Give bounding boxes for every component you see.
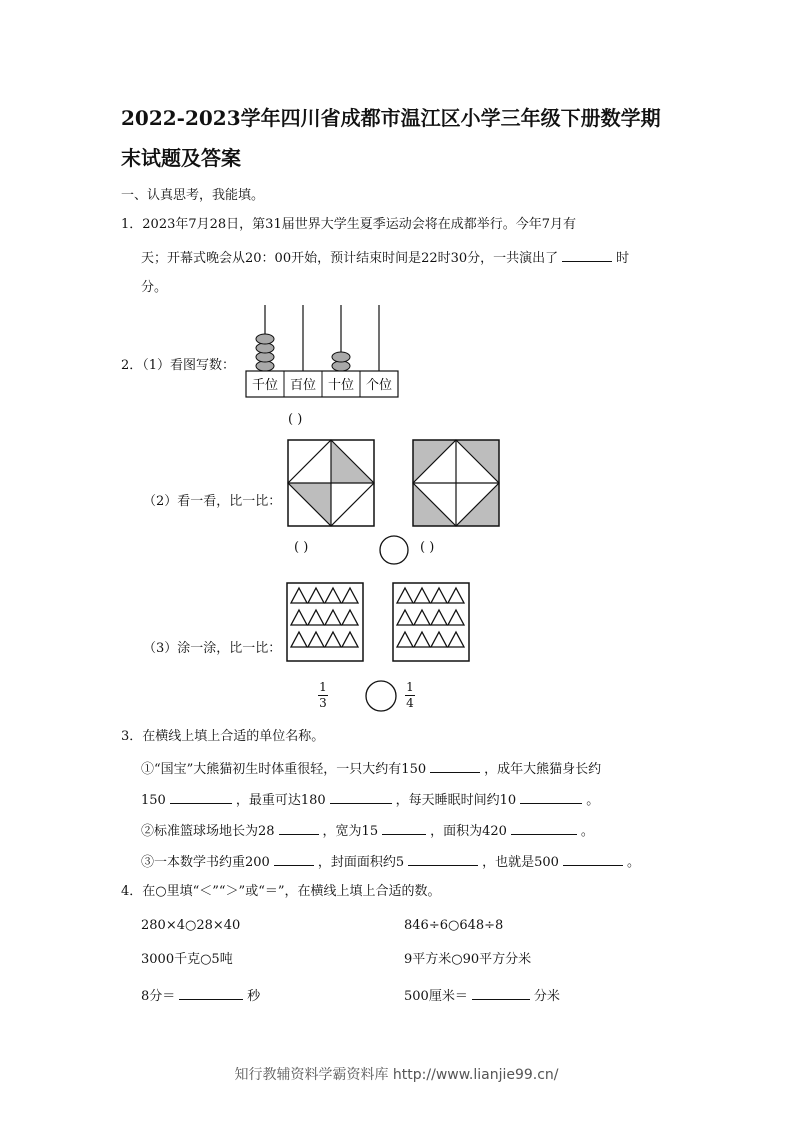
q3-blank-2[interactable]: [170, 789, 232, 804]
q4-r1-left: 280×4○28×40: [141, 918, 241, 933]
square-figure-right: [411, 438, 501, 528]
triangle-shape[interactable]: [308, 588, 324, 603]
q3-l4-text-b: ，封面面积约5: [317, 855, 405, 870]
triangle-shape[interactable]: [291, 632, 307, 647]
q3-line3: [141, 820, 594, 842]
q4-r3l-text-b: 秒: [247, 989, 261, 1004]
fraction-left-denominator: 3: [319, 696, 327, 710]
q2-p2-right-answer[interactable]: ( ): [420, 540, 435, 555]
triangle-shape[interactable]: [397, 632, 413, 647]
page-title-line2: 末试题及答案: [121, 146, 241, 170]
q3-l3-text-d: 。: [580, 824, 594, 839]
q3-l2-text-c: ，每天睡眠时间约10: [395, 793, 517, 808]
q4-r2-left: 3000千克○5吨: [141, 952, 233, 967]
q1-line1: 1．2023年7月28日，第31届世界大学生夏季运动会将在成都举行。今年7月有: [121, 217, 576, 232]
q2-p2-left-answer[interactable]: ( ): [294, 540, 309, 555]
q3-intro: 3．在横线上填上合适的单位名称。: [121, 729, 325, 744]
triangle-shape[interactable]: [414, 588, 430, 603]
triangle-shape[interactable]: [448, 610, 464, 625]
triangle-shape[interactable]: [291, 588, 307, 603]
q4-blank-decimeters[interactable]: [472, 985, 530, 1000]
place-label-thousands: 千位: [251, 378, 279, 393]
compare-circle-3[interactable]: [364, 679, 398, 713]
triangle-shape[interactable]: [448, 632, 464, 647]
triangle-shape[interactable]: [308, 610, 324, 625]
q3-line4: [141, 851, 640, 873]
triangle-shape[interactable]: [397, 610, 413, 625]
triangle-grid-right: [392, 582, 470, 662]
section-heading: 一、认真思考，我能填。: [121, 188, 265, 203]
fraction-right-denominator: 4: [406, 696, 414, 710]
triangle-shape[interactable]: [308, 632, 324, 647]
q3-line1: [141, 758, 601, 780]
q3-l2-text-b: ，最重可达180: [235, 793, 326, 808]
q3-blank-5[interactable]: [279, 820, 319, 835]
q3-l1-text-b: ，成年大熊猫身长约: [484, 762, 602, 777]
q4-r3-left: [141, 985, 260, 1007]
triangle-shape[interactable]: [431, 588, 447, 603]
q3-blank-8[interactable]: [274, 851, 314, 866]
place-label-ones: 个位: [365, 378, 393, 393]
q4-r2-right: 9平方米○90平方分米: [404, 952, 532, 967]
q4-r3r-text-a: 500厘米＝: [404, 989, 468, 1004]
q3-l4-text-d: 。: [626, 855, 640, 870]
q3-blank-1[interactable]: [430, 758, 480, 773]
q1-line2-unit: 时: [616, 251, 630, 266]
triangle-shape[interactable]: [431, 610, 447, 625]
q2-p2-label: （2）看一看，比一比：: [143, 494, 282, 509]
q2-p1-label: 2．（1）看图写数：: [121, 358, 236, 373]
triangle-shape[interactable]: [342, 610, 358, 625]
q4-r3-right: [404, 985, 560, 1007]
q4-r3l-text-a: 8分＝: [141, 989, 176, 1004]
q3-blank-3[interactable]: [330, 789, 392, 804]
fraction-right-numerator: 1: [406, 680, 414, 694]
triangle-shape[interactable]: [431, 632, 447, 647]
q2-p1-answer[interactable]: ( ): [288, 412, 303, 427]
q3-l2-text-a: 150: [141, 793, 166, 808]
q3-l2-text-d: 。: [586, 793, 600, 808]
q2-p3-label: （3）涂一涂，比一比：: [143, 641, 282, 656]
q3-blank-10[interactable]: [563, 851, 623, 866]
q3-l3-text-b: ，宽为15: [322, 824, 379, 839]
abacus-bead: [332, 352, 350, 362]
q4-blank-seconds[interactable]: [179, 985, 243, 1000]
footer-watermark: 知行教辅资料学霸资料库 http://www.lianjie99.cn/: [234, 1067, 559, 1083]
triangle-shape[interactable]: [325, 588, 341, 603]
q3-l3-text-a: ②标准篮球场地长为28: [141, 824, 275, 839]
place-label-hundreds: 百位: [289, 378, 317, 393]
triangle-shape[interactable]: [414, 610, 430, 625]
abacus-bead: [256, 334, 274, 344]
q3-l3-text-c: ，面积为420: [430, 824, 507, 839]
q3-blank-7[interactable]: [511, 820, 577, 835]
q4-intro: 4．在○里填“＜”“＞”或“＝”，在横线上填上合适的数。: [121, 884, 441, 899]
abacus-figure: [244, 303, 404, 399]
q1-line2: [141, 247, 629, 269]
q3-blank-6[interactable]: [382, 820, 426, 835]
q3-blank-4[interactable]: [520, 789, 582, 804]
fraction-one-third: [318, 681, 328, 710]
q3-line2: [141, 789, 599, 811]
triangle-grid-left: [286, 582, 364, 662]
q3-l4-text-c: ，也就是500: [482, 855, 559, 870]
triangle-shape[interactable]: [342, 632, 358, 647]
triangle-shape[interactable]: [325, 632, 341, 647]
q1-line2-text: 天；开幕式晚会从20：00开始，预计结束时间是22时30分，一共演出了: [141, 251, 559, 266]
q3-blank-9[interactable]: [408, 851, 478, 866]
triangle-shape[interactable]: [342, 588, 358, 603]
triangle-shape[interactable]: [325, 610, 341, 625]
square-figure-left: [286, 438, 376, 528]
fraction-one-fourth: [405, 681, 415, 710]
q3-l4-text-a: ③一本数学书约重200: [141, 855, 270, 870]
q4-r1-right: 846÷6○648÷8: [404, 918, 504, 933]
q3-l1-text-a: ①“国宝”大熊猫初生时体重很轻，一只大约有150: [141, 762, 427, 777]
page-title-line1: 2022-2023学年四川省成都市温江区小学三年级下册数学期: [121, 106, 661, 130]
compare-circle-2[interactable]: [378, 534, 410, 566]
triangle-shape[interactable]: [414, 632, 430, 647]
triangle-shape[interactable]: [448, 588, 464, 603]
q1-answer-blank[interactable]: [562, 247, 612, 262]
q4-r3r-text-b: 分米: [533, 989, 560, 1004]
triangle-shape[interactable]: [397, 588, 413, 603]
q1-line3: 分。: [141, 280, 168, 295]
fraction-left-numerator: 1: [319, 680, 327, 694]
triangle-shape[interactable]: [291, 610, 307, 625]
place-label-tens: 十位: [327, 378, 355, 393]
